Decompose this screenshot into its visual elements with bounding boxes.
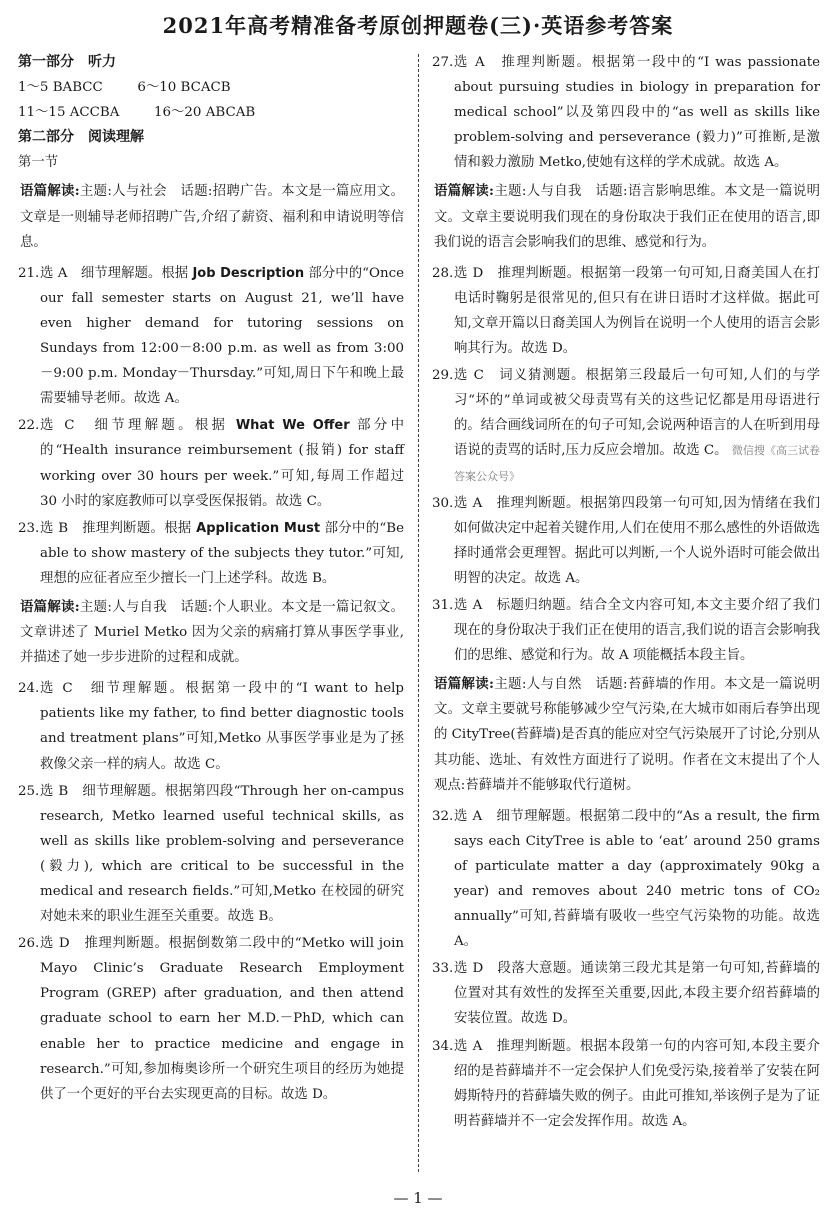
answer-key: BABCC	[52, 80, 103, 96]
analysis-text: 主题:人与自我 话题:语言影响思维。本文是一篇说明文。文章主要说明我们现在的身份取决于我们正在使用的语言,即我们说的语言会影响我们的思维、感觉和行为。	[434, 184, 820, 250]
question-number: 24.	[18, 681, 40, 697]
answer-item-29	[432, 363, 820, 488]
answer-item-32	[432, 804, 820, 955]
question-number: 31.	[432, 597, 454, 613]
page-number: — 1 —	[393, 1189, 443, 1207]
answer-text: 选 B 推理判断题。根据	[40, 520, 197, 536]
passage-analysis	[20, 179, 404, 254]
question-number: 29.	[432, 368, 454, 384]
listening-row	[18, 75, 404, 100]
analysis-text: 主题:人与社会 话题:招聘广告。本文是一篇应用文。文章是一则辅导老师招聘广告,介绍了薪资、福利和申请说明等信息。	[20, 184, 404, 250]
part2-heading: 第二部分 阅读理解	[18, 129, 144, 146]
analysis-label: 语篇解读:	[20, 183, 80, 200]
answer-key: BCACB	[180, 80, 231, 96]
question-number: 33.	[432, 961, 454, 977]
analysis-label: 语篇解读:	[20, 598, 80, 615]
analysis-text: 主题:人与自我 话题:个人职业。本文是一篇记叙文。文章讲述了 Muriel Metko 因为父亲的病痛打算从事医学事业,并描述了她一步步进阶的过程和成就。	[20, 599, 404, 666]
answer-text: 选 A 推理判断题。根据第一段中的“I was passionate about pursuing studies in biology in preparation for medical school”以及第四段中的“as well as skills like problem-solving and perseverance (毅力)”可推断,是激情和毅力激励 Metko,使她有这样的学术成就。故选 A。	[454, 55, 820, 171]
answer-item-31	[432, 593, 820, 668]
answer-range: 16～20	[153, 105, 202, 121]
answer-text: 选 C 细节理解题。根据第一段中的“I want to help patients like my father, to find better diagnostic tools and treatment plans”可知,Metko 从事医学事业是为了拯救像父亲一样的病人。故选 C。	[40, 681, 404, 772]
answer-key: ABCAB	[205, 105, 256, 121]
answer-item-34	[432, 1034, 820, 1134]
answer-item-22	[18, 413, 404, 513]
column-divider	[418, 54, 419, 1172]
answer-text: 选 C 细节理解题。根据	[40, 418, 236, 434]
answer-item-27	[432, 50, 820, 175]
answer-item-21	[18, 261, 404, 412]
answer-text: 部分中的“Be able to show mastery of the subjects they tutor.”可知,理想的应征者应至少擅长一门上述学科。故选 B。	[40, 520, 404, 586]
answer-text: 选 A 推理判断题。根据第四段第一句可知,因为情绪在我们如何做决定中起着关键作用,人们在使用不那么感性的外语做选择时通常会更理智。据此可以判断,一个人说外语时可能会做出明智的决定。故选 A。	[454, 495, 820, 586]
answer-item-33	[432, 956, 820, 1031]
question-number: 30.	[432, 495, 454, 511]
answer-range: 1～5	[18, 80, 49, 96]
part1-heading: 第一部分 听力	[18, 54, 116, 70]
answer-text: 选 A 细节理解题。根据	[40, 265, 193, 281]
watermark-text: 微信搜《高三试卷答案公众号》	[454, 444, 821, 483]
answer-text: 选 D 段落大意题。通读第三段尤其是第一句可知,苔藓墙的位置对其有效性的发挥至关重要,因此,本段主要介绍苔藓墙的安装位置。故选 D。	[454, 961, 820, 1027]
question-number: 28.	[432, 265, 454, 281]
listening-answers	[18, 75, 404, 125]
analysis-text: 主题:人与自然 话题:苔藓墙的作用。本文是一篇说明文。文章主要就号称能够减少空气污染,在大城市如雨后春笋出现的 CityTree(苔藓墙)是否真的能应对空气污染展开了讨论,分别从其功能、选址、有效性方面进行了说明。作者在文末提出了个人观点:苔藓墙并不能够取代行道树。	[434, 677, 820, 793]
keyword: Job Description	[192, 265, 305, 281]
answer-text: 选 D 推理判断题。根据第一段第一句可知,日裔美国人在打电话时鞠躬是很常见的,但只有在讲日语时才这样做。据此可知,文章开篇以日裔美国人为例旨在说明一个人使用的语言会影响其行为。故选 D。	[454, 265, 820, 357]
keyword: Application Must	[196, 520, 321, 536]
passage-analysis	[434, 179, 820, 254]
analysis-label: 语篇解读:	[434, 676, 494, 693]
right-column	[432, 50, 820, 1136]
question-number: 23.	[18, 520, 40, 536]
answer-item-26	[18, 931, 404, 1107]
answer-item-28	[432, 261, 820, 361]
question-number: 34.	[432, 1038, 454, 1054]
question-number: 22.	[18, 418, 40, 434]
question-number: 32.	[432, 808, 454, 824]
left-column	[18, 50, 404, 1109]
answer-item-25	[18, 779, 404, 930]
answer-key: ACCBA	[69, 105, 120, 121]
answer-range: 11～15	[18, 105, 66, 121]
answer-text: 选 A 标题归纳题。结合全文内容可知,本文主要介绍了我们现在的身份取决于我们正在使用的语言,我们说的语言会影响我们的思维、感觉和行为。故 A 项能概括本段主旨。	[454, 597, 820, 664]
answer-text: 选 D 推理判断题。根据倒数第二段中的“Metko will join Mayo Clinic’s Graduate Research Employment Program (GREP) after graduation, and then attend graduate school to earn her M.D.－PhD, which can enable her to practice medicine and engage in research.”可知,参加梅奥诊所一个研究生项目的经历为她提供了一个更好的平台去实现更高的目标。故选 D。	[40, 936, 404, 1102]
question-number: 25.	[18, 783, 40, 799]
keyword: What We Offer	[235, 418, 350, 434]
section1-heading: 第一节	[18, 155, 59, 171]
answer-item-30	[432, 491, 820, 591]
question-number: 27.	[432, 55, 454, 70]
passage-analysis	[434, 672, 820, 797]
page-title: 2021年高考精准备考原创押题卷(三)·英语参考答案	[162, 13, 674, 38]
question-number: 26.	[18, 936, 40, 952]
answer-text: 选 A 推理判断题。根据本段第一句的内容可知,本段主要介绍的是苔藓墙并不一定会保护人们免受污染,接着举了安装在阿姆斯特丹的苔藓墙失败的例子。由此可推知,举该例子是为了证明苔藓墙并不一定会发挥作用。故选 A。	[454, 1038, 820, 1129]
answer-item-23	[18, 516, 404, 591]
passage-analysis	[20, 595, 404, 670]
answer-text: 部分中的“Once our fall semester starts on August 21, we’ll have even higher demand for tutoring sessions on Sundays from 12:00－8:00 p.m. as well as from 3:00－9:00 p.m. Monday－Thursday.”可知,周日下午和晚上最需要辅导老师。故选 A。	[40, 265, 404, 407]
answer-text: 选 A 细节理解题。根据第二段中的“As a result, the firm says each CityTree is able to ‘eat’ around 250 grams of particulate matter a day (approximately 90kg a year) and removes about 240 metric tons of CO₂ annually”可知,苔藓墙有吸收一些空气污染物的功能。故选 A。	[454, 808, 820, 950]
answer-item-24	[18, 676, 404, 776]
listening-row	[18, 100, 404, 125]
answer-text: 选 B 细节理解题。根据第四段“Through her on-campus research, Metko learned useful technical skills, as well as skills like problem-solving and perseverance (毅力), which are critical to be successful in the medical and research fields.”可知,Metko 在校园的研究对她未来的职业生涯至关重要。故选 B。	[40, 783, 404, 925]
analysis-label: 语篇解读:	[434, 183, 494, 200]
answer-range: 6～10	[137, 80, 177, 96]
answer-text: 选 C 词义猜测题。根据第三段最后一句可知,人们的与学习“坏的”单词或被父母责骂有关的这些记忆都是用母语进行的。结合画线词所在的句子可知,会说两种语言的人在听到用母语说的责骂的话时,压力反应会增加。故选 C。	[454, 368, 820, 459]
answer-text: 部分中的“Health insurance reimbursement (报销) for staff working over 30 hours per week.”可知,每周工作超过 30 小时的家庭教师可以享受医保报销。故选 C。	[40, 418, 404, 509]
question-number: 21.	[18, 265, 40, 281]
